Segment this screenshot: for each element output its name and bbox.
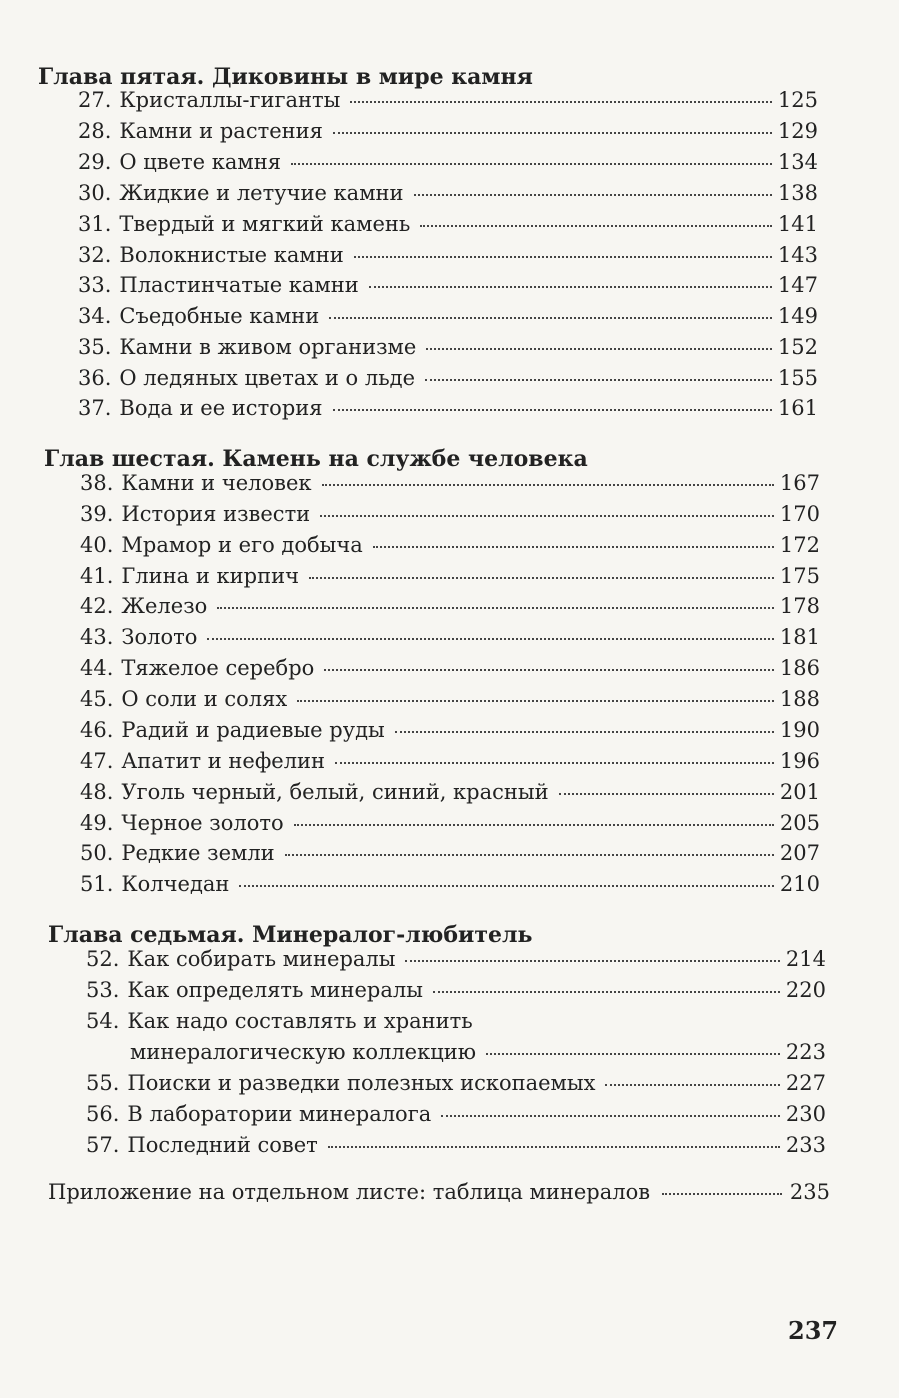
entry-title: Радий и радиевые руды bbox=[121, 718, 385, 742]
page-number: 237 bbox=[788, 1316, 839, 1345]
toc-entry[interactable] bbox=[80, 656, 820, 686]
entry-number: 37. bbox=[78, 396, 112, 420]
toc-entry[interactable] bbox=[80, 594, 820, 624]
toc-entry[interactable] bbox=[80, 780, 820, 810]
entry-number: 56. bbox=[86, 1102, 120, 1126]
entry-number: 46. bbox=[80, 718, 114, 742]
entry-page: 233 bbox=[785, 1133, 826, 1157]
entry-page: 190 bbox=[779, 718, 820, 742]
entry-page: 175 bbox=[779, 564, 820, 588]
entry-page: 181 bbox=[779, 625, 820, 649]
chapter-heading: Глав шестая. Камень на службе человека bbox=[44, 446, 588, 472]
entry-title: Как надо составлять и хранить bbox=[127, 1009, 473, 1033]
entry-page: 186 bbox=[779, 656, 820, 680]
entry-number: 38. bbox=[80, 471, 114, 495]
dot-leader bbox=[395, 731, 774, 733]
entry-number: 36. bbox=[78, 366, 112, 390]
dot-leader bbox=[414, 194, 772, 196]
entry-number: 33. bbox=[78, 273, 112, 297]
entry-title: О ледяных цветах и о льде bbox=[119, 366, 416, 390]
chapter-heading: Глава пятая. Диковины в мире камня bbox=[38, 64, 533, 90]
toc-entry-continuation[interactable] bbox=[130, 1040, 826, 1070]
entry-number: 40. bbox=[80, 533, 114, 557]
toc-entry[interactable] bbox=[78, 150, 818, 180]
dot-leader bbox=[662, 1193, 782, 1195]
entry-page: 227 bbox=[785, 1071, 826, 1095]
entry-number: 43. bbox=[80, 625, 114, 649]
entry-number: 34. bbox=[78, 304, 112, 328]
entry-page: 161 bbox=[777, 396, 818, 420]
toc-entry[interactable] bbox=[80, 718, 820, 748]
entry-title: Черное золото bbox=[121, 811, 284, 835]
entry-number: 53. bbox=[86, 978, 120, 1002]
toc-entry[interactable] bbox=[78, 396, 818, 426]
toc-entry[interactable] bbox=[80, 502, 820, 532]
entry-title: Волокнистые камни bbox=[119, 243, 344, 267]
entry-number: 55. bbox=[86, 1071, 120, 1095]
dot-leader bbox=[217, 607, 774, 609]
entry-title: Камни и человек bbox=[121, 471, 312, 495]
dot-leader bbox=[328, 1146, 780, 1148]
entry-page: 143 bbox=[777, 243, 818, 267]
entry-number: 29. bbox=[78, 150, 112, 174]
entry-title: Колчедан bbox=[121, 872, 230, 896]
dot-leader bbox=[291, 163, 772, 165]
toc-entry[interactable] bbox=[80, 564, 820, 594]
entry-title: Апатит и нефелин bbox=[121, 749, 326, 773]
entry-number: 54. bbox=[86, 1009, 120, 1033]
entry-number: 27. bbox=[78, 88, 112, 112]
dot-leader bbox=[369, 286, 772, 288]
toc-entry[interactable] bbox=[80, 749, 820, 779]
entry-number: 41. bbox=[80, 564, 114, 588]
toc-entry[interactable] bbox=[78, 119, 818, 149]
entry-number: 28. bbox=[78, 119, 112, 143]
entry-title: О соли и солях bbox=[121, 687, 288, 711]
entry-page: 210 bbox=[779, 872, 820, 896]
entry-page: 155 bbox=[777, 366, 818, 390]
toc-entry[interactable] bbox=[80, 471, 820, 501]
entry-title: О цвете камня bbox=[119, 150, 281, 174]
entry-title-continuation: минералогическую коллекцию bbox=[130, 1040, 476, 1064]
appendix-page: 235 bbox=[789, 1180, 830, 1204]
entry-page: 188 bbox=[779, 687, 820, 711]
appendix-title: Приложение на отдельном листе: таблица минералов bbox=[48, 1180, 651, 1204]
toc-entry[interactable] bbox=[86, 1009, 826, 1039]
toc-entry[interactable] bbox=[86, 1133, 826, 1163]
dot-leader bbox=[486, 1053, 780, 1055]
dot-leader bbox=[294, 824, 774, 826]
dot-leader bbox=[285, 854, 774, 856]
entry-page: 201 bbox=[779, 780, 820, 804]
toc-entry[interactable] bbox=[86, 1102, 826, 1132]
entry-title: Глина и кирпич bbox=[121, 564, 299, 588]
entry-number: 45. bbox=[80, 687, 114, 711]
entry-page: 147 bbox=[777, 273, 818, 297]
dot-leader bbox=[324, 669, 774, 671]
toc-entry[interactable] bbox=[80, 811, 820, 841]
dot-leader bbox=[373, 546, 774, 548]
dot-leader bbox=[239, 885, 774, 887]
entry-number: 50. bbox=[80, 841, 114, 865]
entry-page: 207 bbox=[779, 841, 820, 865]
entry-page: 214 bbox=[785, 947, 826, 971]
entry-number: 52. bbox=[86, 947, 120, 971]
toc-entry[interactable] bbox=[78, 366, 818, 396]
entry-title: Жидкие и летучие камни bbox=[119, 181, 404, 205]
entry-number: 48. bbox=[80, 780, 114, 804]
toc-entry[interactable] bbox=[80, 533, 820, 563]
entry-page: 205 bbox=[779, 811, 820, 835]
entry-page: 134 bbox=[777, 150, 818, 174]
dot-leader bbox=[333, 132, 772, 134]
entry-title: Камни в живом организме bbox=[119, 335, 417, 359]
entry-page: 129 bbox=[777, 119, 818, 143]
dot-leader bbox=[354, 256, 772, 258]
dot-leader bbox=[297, 700, 774, 702]
entry-title: Камни и растения bbox=[119, 119, 323, 143]
entry-number: 49. bbox=[80, 811, 114, 835]
entry-title: Уголь черный, белый, синий, красный bbox=[121, 780, 549, 804]
entry-page: 196 bbox=[779, 749, 820, 773]
entry-title: История извести bbox=[121, 502, 311, 526]
entry-page: 141 bbox=[777, 212, 818, 236]
dot-leader bbox=[425, 379, 772, 381]
entry-number: 30. bbox=[78, 181, 112, 205]
toc-entry[interactable] bbox=[78, 335, 818, 365]
entry-title: Кристаллы-гиганты bbox=[119, 88, 341, 112]
dot-leader bbox=[335, 762, 774, 764]
dot-leader bbox=[433, 991, 780, 993]
toc-entry[interactable] bbox=[78, 181, 818, 211]
toc-entry[interactable] bbox=[86, 947, 826, 977]
entry-page: 170 bbox=[779, 502, 820, 526]
entry-title: Вода и ее история bbox=[119, 396, 323, 420]
entry-number: 39. bbox=[80, 502, 114, 526]
entry-page: 138 bbox=[777, 181, 818, 205]
entry-title: В лаборатории минералога bbox=[127, 1102, 432, 1126]
toc-entry[interactable] bbox=[86, 978, 826, 1008]
entry-page: 230 bbox=[785, 1102, 826, 1126]
entry-number: 32. bbox=[78, 243, 112, 267]
entry-page: 220 bbox=[785, 978, 826, 1002]
dot-leader bbox=[320, 515, 774, 517]
entry-title: Мрамор и его добыча bbox=[121, 533, 363, 557]
dot-leader bbox=[441, 1115, 780, 1117]
chapter-heading: Глава седьмая. Минералог-любитель bbox=[48, 922, 533, 948]
entry-page: 172 bbox=[779, 533, 820, 557]
entry-title: Золото bbox=[121, 625, 198, 649]
dot-leader bbox=[333, 409, 772, 411]
toc-entry[interactable] bbox=[78, 243, 818, 273]
entry-page: 223 bbox=[785, 1040, 826, 1064]
dot-leader bbox=[605, 1084, 779, 1086]
entry-number: 35. bbox=[78, 335, 112, 359]
toc-entry[interactable] bbox=[78, 304, 818, 334]
toc-entry[interactable] bbox=[78, 273, 818, 303]
entry-number: 47. bbox=[80, 749, 114, 773]
entry-title: Твердый и мягкий камень bbox=[119, 212, 411, 236]
toc-entry[interactable] bbox=[80, 687, 820, 717]
toc-appendix[interactable] bbox=[48, 1180, 830, 1204]
dot-leader bbox=[420, 225, 772, 227]
dot-leader bbox=[350, 101, 772, 103]
entry-page: 178 bbox=[779, 594, 820, 618]
toc-entry[interactable] bbox=[80, 625, 820, 655]
entry-page: 125 bbox=[777, 88, 818, 112]
entry-title: Железо bbox=[121, 594, 208, 618]
dot-leader bbox=[309, 577, 774, 579]
entry-title: Тяжелое серебро bbox=[121, 656, 315, 680]
dot-leader bbox=[405, 960, 779, 962]
entry-title: Съедобные камни bbox=[119, 304, 320, 328]
toc-entry[interactable] bbox=[80, 841, 820, 871]
toc-entry[interactable] bbox=[80, 872, 820, 902]
entry-title: Как собирать минералы bbox=[127, 947, 396, 971]
entry-title: Редкие земли bbox=[121, 841, 275, 865]
dot-leader bbox=[559, 793, 774, 795]
toc-entry[interactable] bbox=[78, 212, 818, 242]
entry-title: Поиски и разведки полезных ископаемых bbox=[127, 1071, 596, 1095]
entry-number: 57. bbox=[86, 1133, 120, 1157]
dot-leader bbox=[426, 348, 772, 350]
entry-page: 149 bbox=[777, 304, 818, 328]
entry-title: Пластинчатые камни bbox=[119, 273, 359, 297]
entry-page: 152 bbox=[777, 335, 818, 359]
entry-title: Последний совет bbox=[127, 1133, 318, 1157]
dot-leader bbox=[207, 638, 774, 640]
entry-number: 31. bbox=[78, 212, 112, 236]
entry-page: 167 bbox=[779, 471, 820, 495]
toc-entry[interactable] bbox=[78, 88, 818, 118]
toc-entry[interactable] bbox=[86, 1071, 826, 1101]
dot-leader bbox=[322, 484, 774, 486]
entry-number: 42. bbox=[80, 594, 114, 618]
entry-title: Как определять минералы bbox=[127, 978, 423, 1002]
entry-number: 44. bbox=[80, 656, 114, 680]
entry-number: 51. bbox=[80, 872, 114, 896]
dot-leader bbox=[329, 317, 772, 319]
